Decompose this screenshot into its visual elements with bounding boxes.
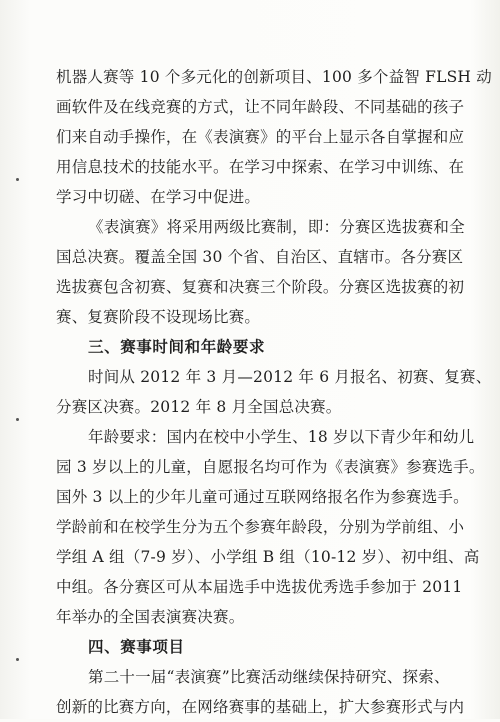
body-line: 分赛区决赛。2012 年 8 月全国总决赛。 [56,398,342,416]
body-line: 国外 3 以上的少年儿童可通过互联网络报名作为参赛选手。 [56,488,469,506]
body-line: 用信息技术的技能水平。在学习中探索、在学习中训练、在 [56,158,465,176]
body-line: 赛、复赛阶段不设现场比赛。 [56,308,261,326]
body-line: 创新的比赛方向，在网络赛事的基础上，扩大参赛形式与内 [56,698,465,716]
paragraph-first-line: 时间从 2012 年 3 月—2012 年 6 月报名、初赛、复赛、 [88,368,492,386]
binding-hole-mark [16,418,19,421]
section-heading-schedule-and-age: 三、赛事时间和年龄要求 [88,337,266,356]
binding-hole-mark [16,178,19,181]
body-line: 学龄前和在校学生分为五个参赛年龄段，分别为学前组、小 [56,518,465,536]
binding-hole-mark [16,658,19,661]
body-line: 园 3 岁以上的儿童，自愿报名均可作为《表演赛》参赛选手。 [56,458,485,476]
body-line: 选拔赛包含初赛、复赛和决赛三个阶段。分赛区选拔赛的初 [56,278,465,296]
body-line: 机器人赛等 10 个多元化的创新项目、100 多个益智 FLSH 动 [56,68,492,86]
paragraph-first-line: 《表演赛》将采用两级比赛制，即：分赛区选拔赛和全 [88,218,465,236]
body-line: 学习中切磋、在学习中促进。 [56,188,261,206]
body-line: 学组 A 组（7-9 岁）、小学组 B 组（10-12 岁）、初中组、高 [56,548,480,566]
paragraph-first-line: 年龄要求：国内在校中小学生、18 岁以下青少年和幼儿 [88,428,475,446]
body-line: 年举办的全国表演赛决赛。 [56,608,245,626]
body-line: 中组。各分赛区可从本届选手中选拔优秀选手参加于 2011 [56,578,463,596]
paragraph-first-line: 第二十一届“表演赛”比赛活动继续保持研究、探索、 [88,668,450,686]
section-heading-event-items: 四、赛事项目 [88,637,185,656]
body-line: 国总决赛。覆盖全国 30 个省、自治区、直辖市。各分赛区 [56,248,464,266]
body-line: 画软件及在线竞赛的方式，让不同年龄段、不同基础的孩子 [56,98,465,116]
body-line: 们来自动手操作，在《表演赛》的平台上显示各自掌握和应 [56,128,465,146]
